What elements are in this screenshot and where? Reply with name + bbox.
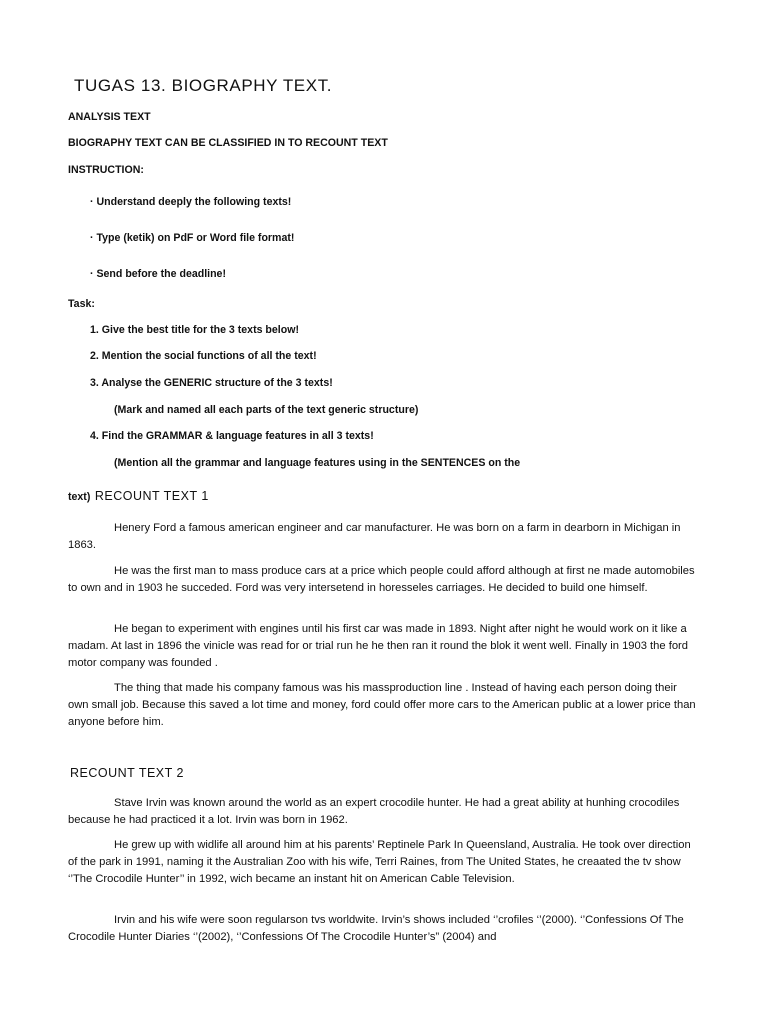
task-item: 1. Give the best title for the 3 texts below! <box>90 324 299 336</box>
task-item: 3. Analyse the GENERIC structure of the 3 texts! <box>90 377 333 389</box>
recount1-paragraph <box>68 563 700 597</box>
recount1-heading-line <box>68 487 209 505</box>
instruction-item: · Understand deeply the following texts! <box>90 196 292 208</box>
instruction-item: · Send before the deadline! <box>90 268 226 280</box>
classification-text: BIOGRAPHY TEXT CAN BE CLASSIFIED IN TO RECOUNT TEXT <box>68 137 388 149</box>
paragraph-text: He grew up with widlife all around him at his parents’ Reptinele Park In Queensland, Australia. He took over direction of the park in 1991, naming it the Australian Zoo with his wife, Terri Raines, from The United States, he creaated the tv show ‘’The Crocodile Hunter’’ in 1992, wich became an instant hit on American Cable Television. <box>68 839 691 885</box>
recount1-paragraph <box>68 520 700 554</box>
paragraph-text: Stave Irvin was known around the world as an expert crocodile hunter. He had a great ability at hunhing crocodiles because he had practiced it a lot. Irvin was born in 1962. <box>68 797 680 826</box>
instruction-label: INSTRUCTION: <box>68 164 144 176</box>
paragraph-text: Henery Ford a famous american engineer and car manufacturer. He was born on a farm in dearborn in Michigan in 1863. <box>68 522 681 551</box>
recount1-heading: RECOUNT TEXT 1 <box>94 489 209 503</box>
recount2-paragraph <box>68 837 700 888</box>
task-item: 2. Mention the social functions of all the text! <box>90 350 317 362</box>
task-note: (Mark and named all each parts of the text generic structure) <box>114 404 419 416</box>
task-item: 4. Find the GRAMMAR & language features in all 3 texts! <box>90 430 374 442</box>
page-title: TUGAS 13. BIOGRAPHY TEXT. <box>74 76 333 95</box>
recount2-paragraph <box>68 795 700 829</box>
recount2-heading: RECOUNT TEXT 2 <box>70 766 184 780</box>
text-close-label: text) <box>68 491 91 503</box>
task-label: Task: <box>68 298 95 310</box>
paragraph-text: He began to experiment with engines until his first car was made in 1893. Night after night he would work on it like a madam. At last in 1896 the vinicle was read for or trial run he he then ran it round the blok it went well. Finally in 1903 the ford motor company was founded . <box>68 623 688 669</box>
paragraph-text: The thing that made his company famous was his massproduction line . Instead of having each person doing their own small job. Because this saved a lot time and money, ford could offer more cars to the American public at a lower price than anyone before him. <box>68 682 696 728</box>
analysis-label: ANALYSIS TEXT <box>68 111 151 123</box>
paragraph-text: He was the first man to mass produce cars at a price which people could afford although at first ne made automobiles to own and in 1903 he succeded. Ford was very intersetend in horesseles carriages. He decided to build one himself. <box>68 565 695 594</box>
paragraph-text: Irvin and his wife were soon regularson tvs worldwite. Irvin’s shows included ‘’crofiles ‘’(2000). ‘’Confessions Of The Crocodile Hunter Diaries ‘’(2002), ‘’Confessions Of The Crocodile Hunter’s” (2004) and <box>68 914 684 943</box>
task-note: (Mention all the grammar and language features using in the SENTENCES on the <box>114 457 521 469</box>
recount1-paragraph <box>68 680 700 731</box>
recount2-paragraph <box>68 912 700 946</box>
instruction-item: · Type (ketik) on PdF or Word file format! <box>90 232 295 244</box>
recount1-paragraph <box>68 621 700 672</box>
